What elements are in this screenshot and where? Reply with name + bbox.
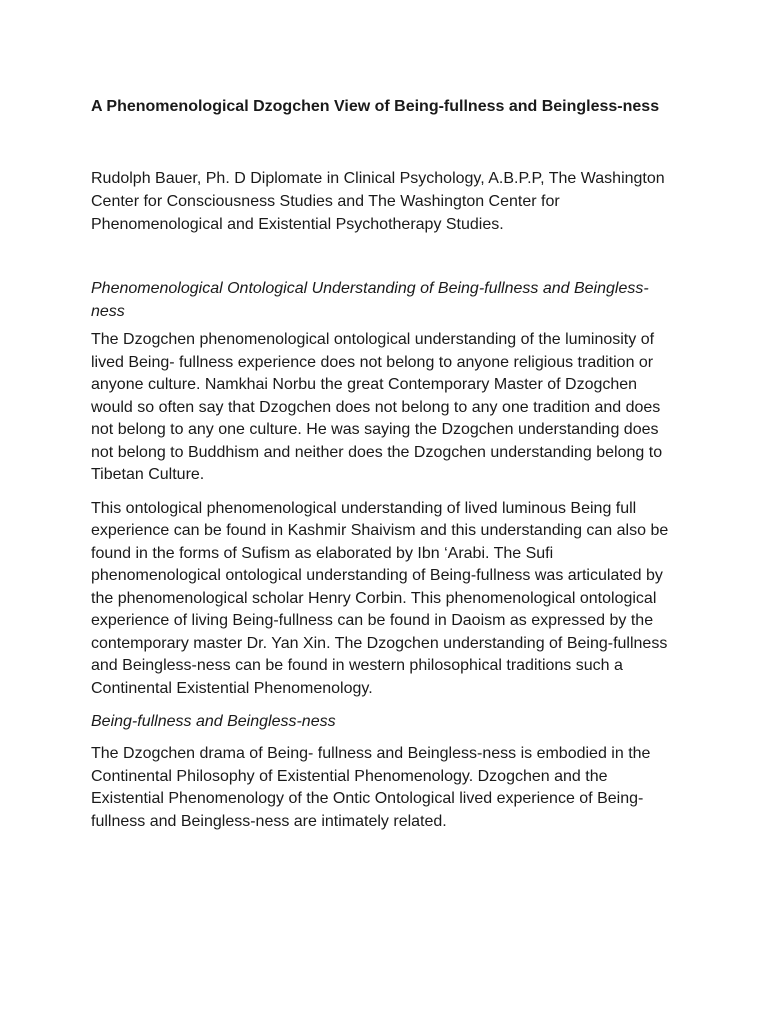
body-paragraph: The Dzogchen phenomenological ontological understanding of the luminosity of lived Being- fullness experience does not belong to anyone religious tradition or anyone culture. Namkhai Norbu the great Contemporary Master of Dzogchen would so often say that Dzogchen does not belong to any one tradition and does not belong to any one culture. He was saying the Dzogchen understanding does not belong to Buddhism and neither does the Dzogchen understanding belong to Tibetan Culture.: [91, 331, 663, 483]
section-heading-ontological-understanding: Phenomenological Ontological Understanding of Being-fullness and Beingless-ness: [91, 280, 649, 320]
section-heading-being-fullness: Being-fullness and Beingless-ness: [91, 713, 336, 730]
author-affiliation: Rudolph Bauer, Ph. D Diplomate in Clinical Psychology, A.B.P.P, The Washington Center for Consciousness Studies and The Washington Center for Phenomenological and Existential Psychotherapy Studies.: [91, 170, 665, 233]
document-page: [91, 95, 681, 833]
body-paragraph: The Dzogchen drama of Being- fullness and Beingless-ness is embodied in the Continental Philosophy of Existential Phenomenology. Dzogchen and the Existential Phenomenology of the Ontic Ontological lived experience of Being- fullness and Beingless-ness are intimately related.: [91, 745, 651, 830]
document-title: A Phenomenological Dzogchen View of Being-fullness and Beingless-ness: [91, 98, 660, 115]
body-paragraph: This ontological phenomenological understanding of lived luminous Being full experience can be found in Kashmir Shaivism and this understanding can also be found in the forms of Sufism as elaborated by Ibn ‘Arabi. The Sufi phenomenological ontological understanding of Being-fullness was articulated by the phenomenological scholar Henry Corbin. This phenomenological ontological experience of living Being-fullness can be found in Daoism as expressed by the contemporary master Dr. Yan Xin. The Dzogchen understanding of Being-fullness and Beingless-ness can be found in western philosophical traditions such a Continental Existential Phenomenology.: [91, 499, 669, 697]
